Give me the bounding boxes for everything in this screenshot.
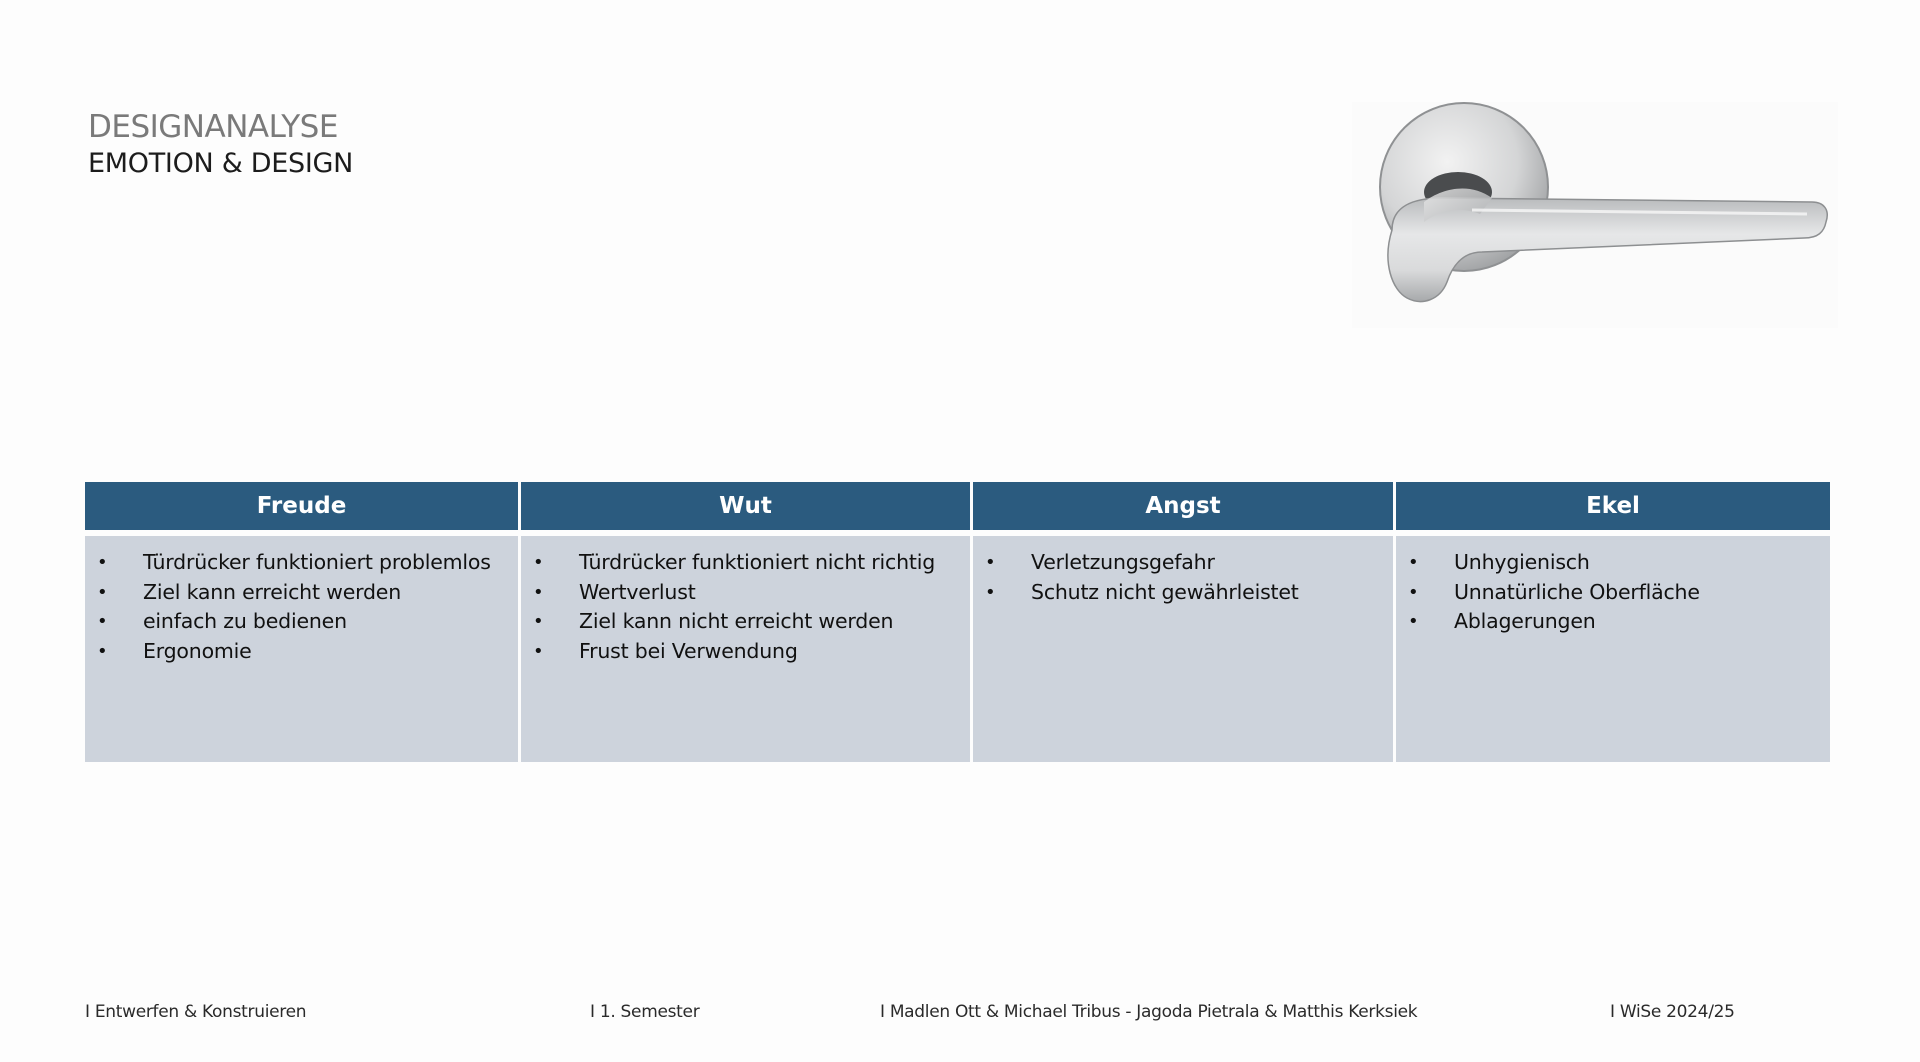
header-freude: Freude (85, 482, 518, 530)
table-row (85, 536, 1830, 762)
list-item: • Verletzungsgefahr (983, 548, 1383, 578)
bullet-icon: • (1408, 581, 1419, 603)
bullet-icon: • (985, 552, 996, 573)
bullet-icon: • (533, 581, 544, 603)
table-header-row (85, 482, 1830, 530)
header-ekel: Ekel (1396, 482, 1830, 530)
bullet-icon: • (533, 640, 544, 662)
bullet-list (531, 548, 960, 666)
list-item: • Ergonomie (95, 637, 508, 667)
footer-course: I Entwerfen & Konstruieren (85, 1002, 307, 1022)
bullet-icon: • (97, 640, 108, 662)
bullet-icon: • (97, 581, 108, 603)
footer-term: I WiSe 2024/25 (1610, 1002, 1735, 1022)
bullet-icon: • (1408, 552, 1419, 573)
list-item: • Ziel kann erreicht werden (95, 578, 508, 608)
cell-angst (973, 536, 1393, 762)
footer-semester: I 1. Semester (590, 1002, 700, 1022)
bullet-icon: • (533, 552, 544, 573)
bullet-list (95, 548, 508, 666)
slide-subtitle: EMOTION & DESIGN (88, 148, 354, 179)
list-item: • Wertverlust (531, 578, 960, 608)
list-item: • Türdrücker funktioniert nicht richtig (531, 548, 960, 578)
list-item: • einfach zu bedienen (95, 607, 508, 637)
list-item: • Türdrücker funktioniert problemlos (95, 548, 508, 578)
title-block (88, 108, 353, 182)
bullet-list (983, 548, 1383, 607)
list-item: • Schutz nicht gewährleistet (983, 578, 1383, 608)
emotion-table (82, 476, 1833, 768)
bullet-icon: • (97, 611, 108, 632)
list-item: • Ablagerungen (1406, 607, 1820, 637)
list-item: • Unnatürliche Oberfläche (1406, 578, 1820, 608)
door-handle-image (1352, 102, 1838, 328)
bullet-list (1406, 548, 1820, 637)
footer-authors: I Madlen Ott & Michael Tribus - Jagoda Pietrala & Matthis Kerksiek (880, 1002, 1418, 1022)
bullet-icon: • (533, 611, 544, 632)
bullet-icon: • (1408, 611, 1419, 632)
list-item: • Unhygienisch (1406, 548, 1820, 578)
cell-ekel (1396, 536, 1830, 762)
bullet-icon: • (985, 581, 996, 603)
slide-title: DESIGNANALYSE (88, 109, 338, 145)
list-item: • Frust bei Verwendung (531, 637, 960, 667)
cell-freude (85, 536, 518, 762)
cell-wut (521, 536, 970, 762)
header-wut: Wut (521, 482, 970, 530)
bullet-icon: • (97, 552, 108, 573)
header-angst: Angst (973, 482, 1393, 530)
list-item: • Ziel kann nicht erreicht werden (531, 607, 960, 637)
